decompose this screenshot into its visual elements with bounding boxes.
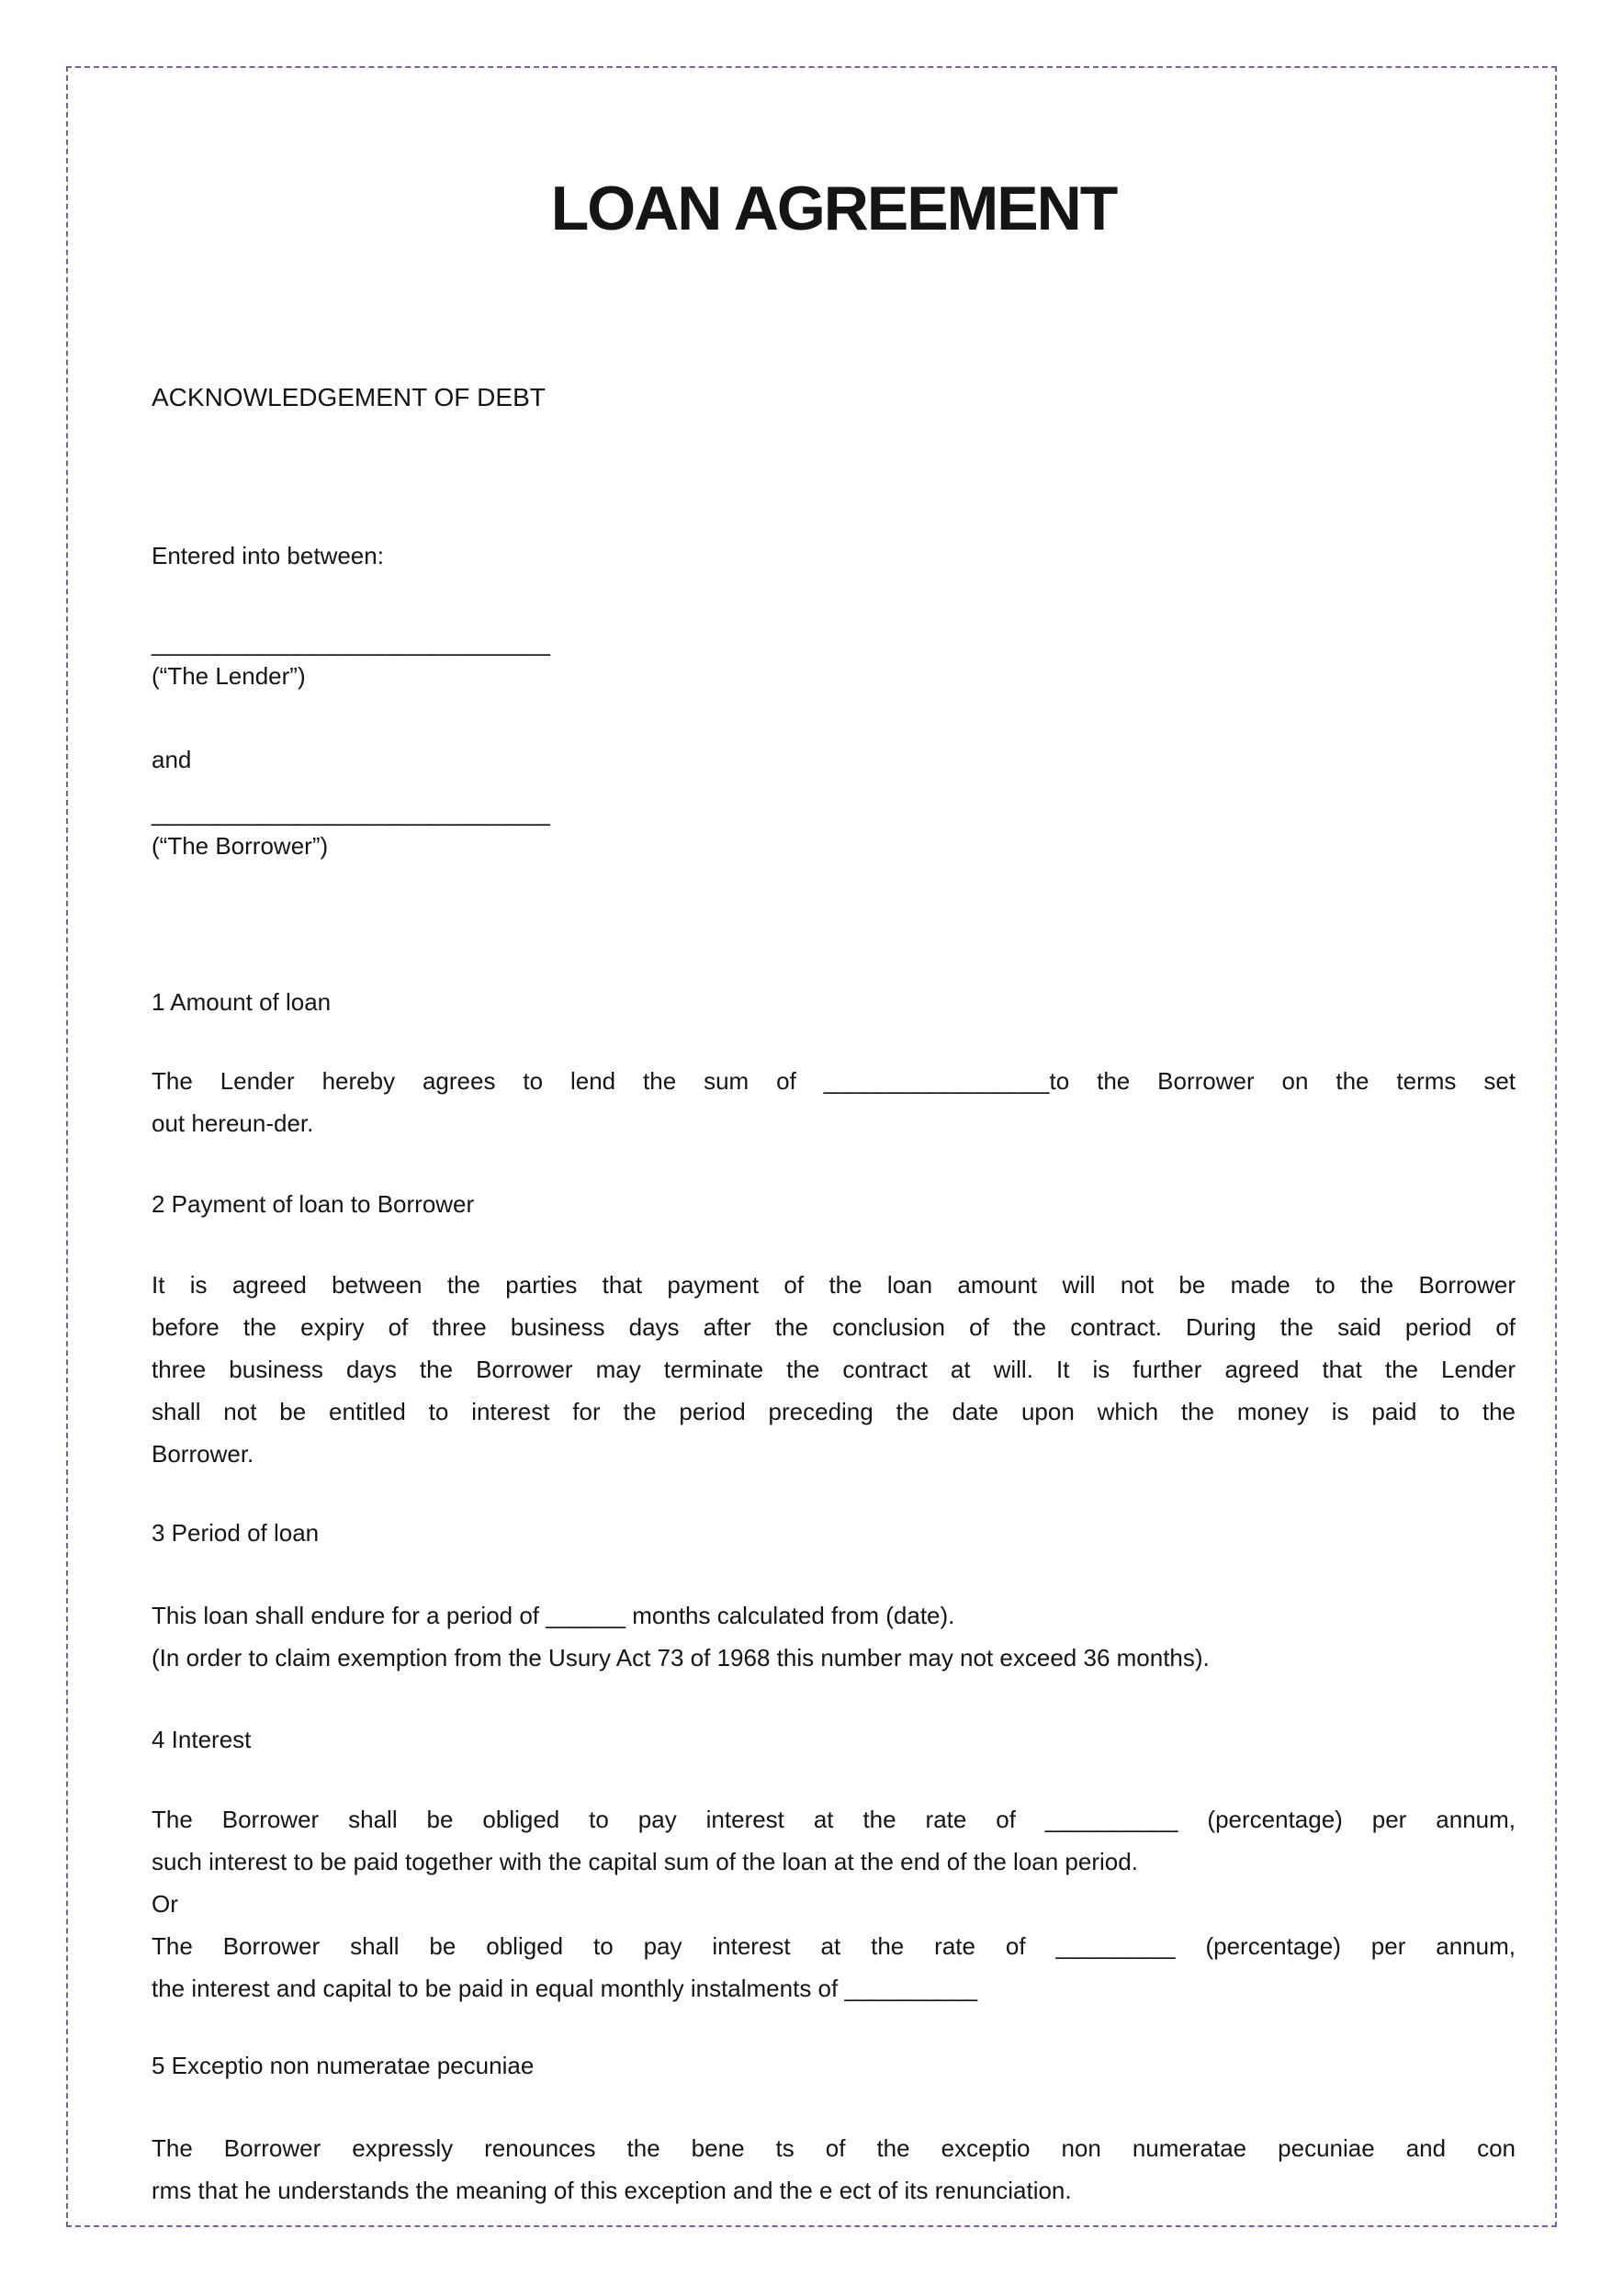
section-heading: 4 Interest	[152, 1726, 252, 1753]
section-exceptio	[152, 2049, 1516, 2212]
text-line: shall not be entitled to interest for the period preceding the date upon which the money is paid to the	[152, 1398, 1516, 1425]
section-paragraph	[152, 1060, 1516, 1144]
text-line: The Borrower shall be obliged to pay interest at the rate of _________ (percentage) per annum,	[152, 1932, 1516, 1960]
document-content	[152, 68, 1516, 2212]
borrower-fill-in-line: ______________________________	[152, 799, 550, 827]
section-amount-of-loan	[152, 985, 1516, 1144]
text-line: rms that he understands the meaning of this exception and the e ect of its renunciation.	[152, 2177, 1072, 2204]
conjunction-and: and	[152, 746, 192, 773]
text-line: Or	[152, 1890, 178, 1918]
subtitle-acknowledgement-of-debt: ACKNOWLEDGEMENT OF DEBT	[152, 383, 546, 411]
text-line: Borrower.	[152, 1440, 254, 1468]
lender-fill-in-line: ______________________________	[152, 629, 550, 657]
section-paragraph	[152, 1798, 1516, 2009]
text-line: such interest to be paid together with the capital sum of the loan at the end of the loan period.	[152, 1848, 1138, 1875]
text-line: the interest and capital to be paid in equal monthly instalments of __________	[152, 1975, 978, 2002]
section-heading: 2 Payment of loan to Borrower	[152, 1190, 475, 1218]
text-line: This loan shall endure for a period of ______ months calculated from (date).	[152, 1602, 955, 1629]
page-border	[66, 66, 1557, 2227]
section-heading: 5 Exceptio non numeratae pecuniae	[152, 2052, 535, 2079]
borrower-label: (“The Borrower”)	[152, 832, 329, 860]
section-interest	[152, 1723, 1516, 2009]
lender-label: (“The Lender”)	[152, 662, 306, 690]
document-title: LOAN AGREEMENT	[550, 174, 1117, 243]
text-line: before the expiry of three business days after the conclusion of the contract. During the said period of	[152, 1313, 1516, 1341]
section-payment-of-loan	[152, 1187, 1516, 1475]
section-paragraph	[152, 2127, 1516, 2212]
section-period-of-loan	[152, 1516, 1516, 1679]
text-line: out hereun-der.	[152, 1109, 314, 1137]
text-line: (In order to claim exemption from the Usury Act 73 of 1968 this number may not exceed 36 months).	[152, 1644, 1210, 1671]
text-line: three business days the Borrower may terminate the contract at will. It is further agreed that the Lender	[152, 1356, 1516, 1383]
section-paragraph	[152, 1594, 1516, 1679]
text-line: The Lender hereby agrees to lend the sum of _________________to the Borrower on the terms set	[152, 1067, 1516, 1095]
parties-intro: Entered into between:	[152, 542, 384, 569]
section-heading: 1 Amount of loan	[152, 988, 332, 1016]
text-line: It is agreed between the parties that payment of the loan amount will not be made to the Borrower	[152, 1271, 1516, 1299]
text-line: The Borrower shall be obliged to pay interest at the rate of __________ (percentage) per annum,	[152, 1806, 1516, 1833]
section-heading: 3 Period of loan	[152, 1519, 320, 1547]
text-line: The Borrower expressly renounces the bene ts of the exceptio non numeratae pecuniae and con	[152, 2134, 1516, 2162]
section-paragraph	[152, 1264, 1516, 1475]
